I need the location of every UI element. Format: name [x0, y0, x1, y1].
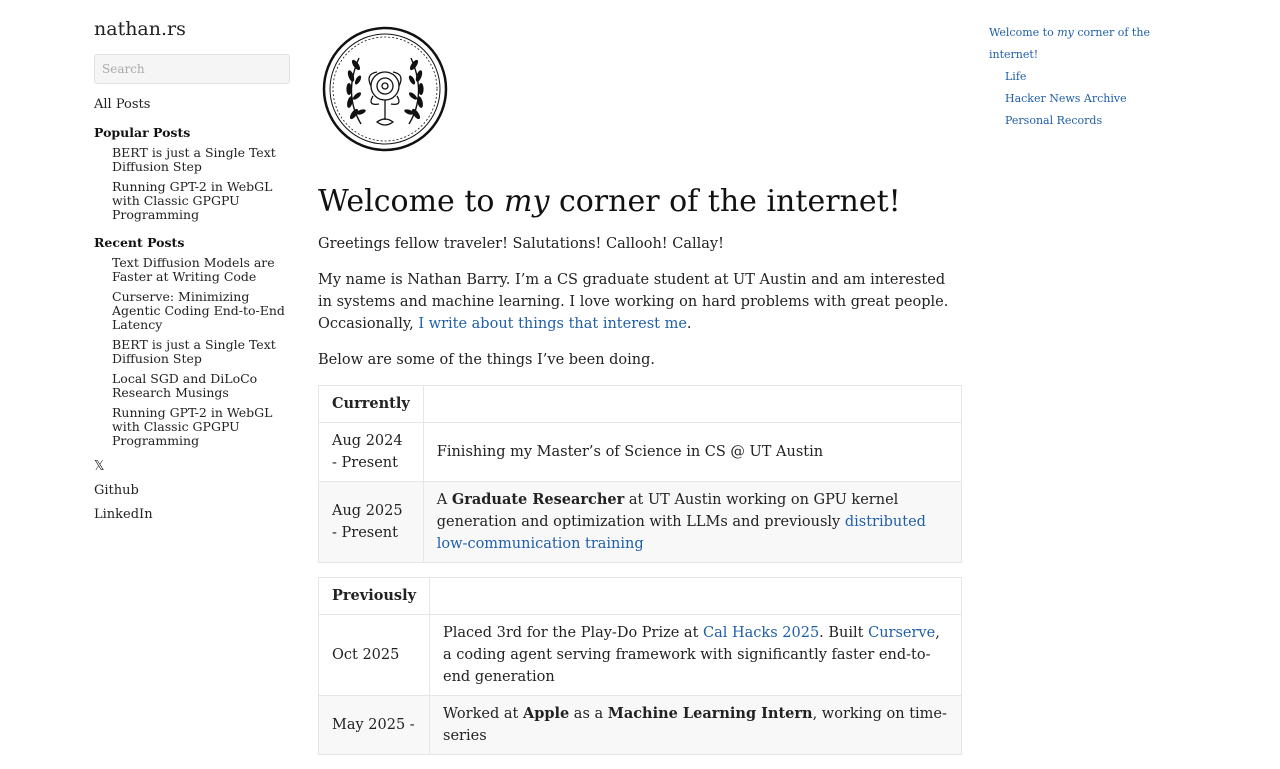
site-title[interactable]: nathan.rs [94, 18, 186, 40]
table-header-row [319, 578, 962, 615]
recent-post-link[interactable]: Local SGD and DiLoCo Research Musings [112, 371, 258, 400]
list-item [112, 180, 294, 222]
list-item [112, 338, 294, 366]
list-item [112, 406, 294, 448]
date-cell: May 2025 - [319, 696, 430, 755]
popular-post-link[interactable]: Running GPT-2 in WebGL with Classic GPGPU Programming [112, 179, 273, 222]
curserve-link[interactable]: Curserve [868, 625, 936, 641]
toc-item-welcome[interactable]: Welcome to my corner of the internet! [989, 26, 1150, 61]
date-cell: Aug 2024 - Present [319, 423, 424, 482]
left-sidebar [94, 18, 294, 531]
cal-hacks-link[interactable]: Cal Hacks 2025 [703, 625, 820, 641]
table-header: Currently [319, 386, 424, 423]
table-row [319, 696, 962, 755]
activities-intro: Below are some of the things I’ve been doing. [318, 352, 656, 368]
toc-item-hacker-news-archive[interactable]: Hacker News Archive [1005, 92, 1127, 105]
list-item [112, 146, 294, 174]
description-cell: A Graduate Researcher at UT Austin working on GPU kernel generation and optimization with LLMs and previously distributed low-communication training [423, 482, 961, 563]
date-cell: Oct 2025 [319, 615, 430, 696]
description-cell: Finishing my Master’s of Science in CS @ UT Austin [423, 423, 961, 482]
blog-link[interactable]: I write about things that interest me [418, 316, 687, 332]
table-header-empty [430, 578, 962, 615]
recent-post-link[interactable]: Running GPT-2 in WebGL with Classic GPGPU Programming [112, 405, 273, 448]
all-posts-link[interactable]: All Posts [94, 97, 151, 112]
search-input[interactable] [94, 54, 290, 84]
recent-post-link[interactable]: Text Diffusion Models are Faster at Writing Code [112, 255, 275, 284]
recent-posts-heading: Recent Posts [94, 235, 185, 250]
currently-table [318, 385, 962, 563]
date-cell: Aug 2025 - Present [319, 482, 424, 563]
page-title: Welcome to my corner of the internet! [318, 184, 901, 219]
description-cell: Worked at Apple as a Machine Learning Intern, working on time-series [430, 696, 962, 755]
table-row [319, 482, 962, 563]
toc-item-personal-records[interactable]: Personal Records [1005, 114, 1103, 127]
recent-post-link[interactable]: BERT is just a Single Text Diffusion Step [112, 337, 276, 366]
popular-posts-list [94, 146, 294, 222]
main-content [318, 24, 962, 769]
table-header-row [319, 386, 962, 423]
previously-table [318, 577, 962, 755]
intro-paragraph: My name is Nathan Barry. I’m a CS graduate student at UT Austin and am interested in systems and machine learning. I love working on hard problems with great people. Occasionally, I write about things that interest me. [318, 272, 949, 332]
x-logo-icon[interactable]: 𝕏 [94, 459, 105, 474]
research-link[interactable]: distributed low-communication training [436, 514, 926, 552]
table-header-empty [423, 386, 961, 423]
linkedin-link[interactable]: LinkedIn [94, 507, 153, 522]
list-item [112, 290, 294, 332]
list-item [112, 256, 294, 284]
table-of-contents [989, 22, 1189, 132]
greeting-text: Greetings fellow traveler! Salutations! Callooh! Callay! [318, 236, 724, 252]
laurel-seal-logo [321, 24, 449, 154]
recent-post-link[interactable]: Curserve: Minimizing Agentic Coding End-to-End Latency [112, 289, 285, 332]
popular-posts-heading: Popular Posts [94, 125, 191, 140]
popular-post-link[interactable]: BERT is just a Single Text Diffusion Step [112, 145, 276, 174]
toc-item-life[interactable]: Life [1005, 70, 1027, 83]
social-links [94, 459, 294, 522]
description-cell: Placed 3rd for the Play-Do Prize at Cal Hacks 2025. Built Curserve, a coding agent serving framework with significantly faster end-to-end generation [430, 615, 962, 696]
table-header: Previously [319, 578, 430, 615]
table-row [319, 615, 962, 696]
recent-posts-list [94, 256, 294, 448]
github-link[interactable]: Github [94, 483, 139, 498]
list-item [112, 372, 294, 400]
table-row [319, 423, 962, 482]
